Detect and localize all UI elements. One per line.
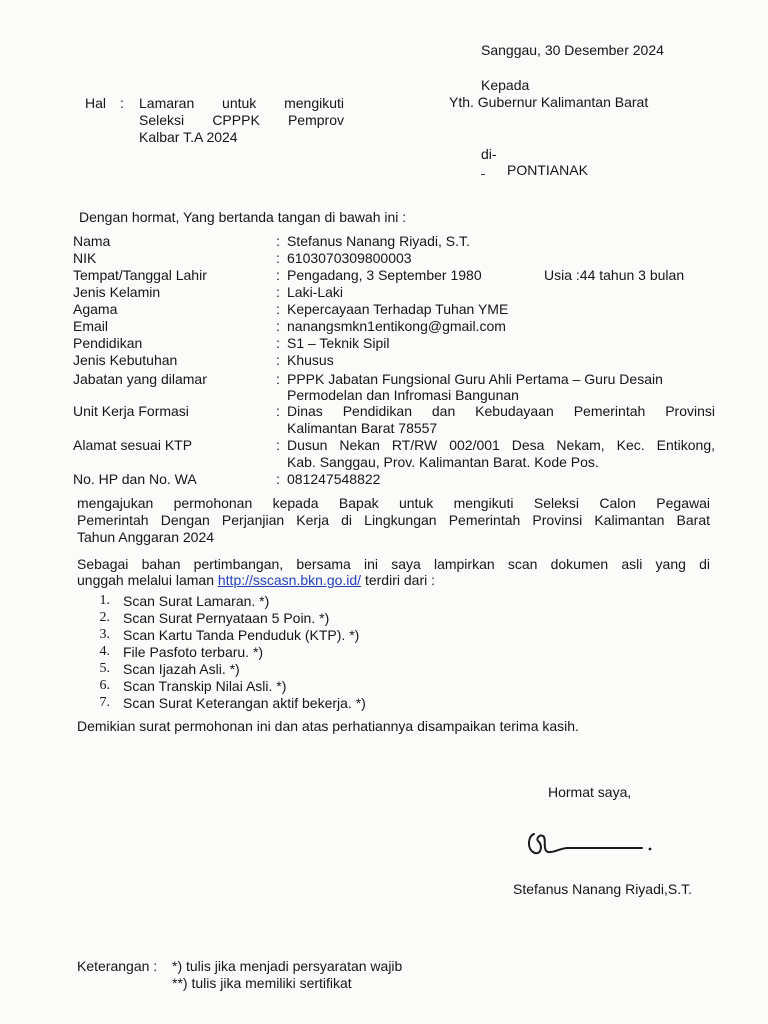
opening-line: Dengan hormat, Yang bertanda tangan di bawah ini :	[79, 209, 407, 225]
field-religion-label: Agama	[73, 301, 118, 317]
recipient-kepada: Kepada	[481, 77, 530, 93]
closing-line: Demikian surat permohonan ini dan atas perhatiannya disampaikan terima kasih.	[77, 718, 579, 734]
field-name-value: Stefanus Nanang Riyadi, S.T.	[287, 233, 470, 249]
field-colon: :	[276, 318, 280, 334]
subject-line-3: Kalbar T.A 2024	[139, 129, 238, 145]
field-colon: :	[276, 471, 280, 487]
field-unit-label: Unit Kerja Formasi	[73, 403, 189, 419]
list-item-number: 2.	[99, 610, 110, 625]
field-position-value-cont: Permodelan dan Infromasi Bangunan	[287, 387, 519, 403]
field-unit-value: Dinas Pendidikan dan Kebudayaan Pemerintah Provinsi	[287, 403, 715, 419]
field-nik-label: NIK	[73, 250, 97, 266]
list-item: Scan Surat Pernyataan 5 Poin. *)	[123, 610, 330, 626]
list-item-number: 5.	[99, 661, 110, 676]
recipient-line: Yth. Gubernur Kalimantan Barat	[449, 94, 649, 110]
field-position-value: PPPK Jabatan Fungsional Guru Ahli Pertama – Guru Desain	[287, 371, 663, 387]
subject-label: Hal	[85, 95, 107, 111]
list-item-number: 4.	[99, 644, 110, 659]
field-colon: :	[276, 233, 280, 249]
field-colon: :	[276, 267, 280, 283]
field-unit-value-cont: Kalimantan Barat 78557	[287, 420, 438, 436]
signature-name: Stefanus Nanang Riyadi,S.T.	[513, 881, 692, 897]
field-position-label: Jabatan yang dilamar	[73, 371, 207, 387]
body-para2-line2	[77, 572, 435, 588]
body-para2-text-end: terdiri dari :	[364, 572, 435, 588]
field-education-value: S1 – Teknik Sipil	[287, 335, 390, 351]
field-religion-value: Kepercayaan Terhadap Tuhan YME	[287, 301, 509, 317]
recipient-city: PONTIANAK	[507, 162, 588, 178]
field-colon: :	[276, 371, 280, 387]
field-gender-value: Laki-Laki	[287, 284, 344, 300]
body-para2-line1: Sebagai bahan pertimbangan, bersama ini saya lampirkan scan dokumen asli yang di	[77, 556, 710, 572]
subject-line-2: Seleksi CPPPK Pemprov	[139, 112, 344, 128]
body-para1-line3: Tahun Anggaran 2024	[77, 529, 215, 545]
recipient-di: di-	[481, 146, 497, 162]
field-birth-label: Tempat/Tanggal Lahir	[73, 267, 207, 283]
body-para1-line1: mengajukan permohonan kepada Bapak untuk mengikuti Seleksi Calon Pegawai	[77, 495, 710, 511]
list-item-number: 6.	[99, 678, 110, 693]
field-nik-value: 6103070309800003	[287, 250, 412, 266]
field-email-value: nanangsmkn1entikong@gmail.com	[287, 318, 506, 334]
field-education-label: Pendidikan	[73, 335, 143, 351]
field-phone-value: 081247548822	[287, 471, 381, 487]
list-item: Scan Transkip Nilai Asli. *)	[123, 678, 287, 694]
subject-colon: :	[120, 95, 124, 111]
field-needs-value: Khusus	[287, 352, 334, 368]
field-colon: :	[276, 437, 280, 453]
signature-mark	[524, 826, 658, 862]
list-item: Scan Ijazah Asli. *)	[123, 661, 240, 677]
field-name-label: Nama	[73, 233, 111, 249]
list-item-number: 7.	[99, 695, 110, 710]
subject-line-1: Lamaran untuk mengikuti	[139, 95, 344, 111]
field-address-label: Alamat sesuai KTP	[73, 437, 193, 453]
field-colon: :	[276, 352, 280, 368]
field-colon: :	[276, 403, 280, 419]
city-dash-mark	[481, 174, 485, 175]
field-age-value: Usia :44 tahun 3 bulan	[544, 267, 685, 283]
list-item: Scan Surat Lamaran. *)	[123, 593, 270, 609]
body-para1-line2: Pemerintah Dengan Perjanjian Kerja di Lingkungan Pemerintah Provinsi Kalimantan Barat	[77, 512, 710, 528]
notes-label: Keterangan :	[77, 958, 158, 974]
list-item-number: 1.	[99, 593, 110, 608]
field-email-label: Email	[73, 318, 109, 334]
field-birth-value: Pengadang, 3 September 1980	[287, 267, 482, 283]
field-address-value: Dusun Nekan RT/RW 002/001 Desa Nekam, Kec. Entikong,	[287, 437, 715, 453]
list-item: Scan Surat Keterangan aktif bekerja. *)	[123, 695, 366, 711]
signature-greeting: Hormat saya,	[548, 784, 632, 800]
letter-date: Sanggau, 30 Desember 2024	[481, 42, 664, 58]
field-gender-label: Jenis Kelamin	[73, 284, 161, 300]
list-item: Scan Kartu Tanda Penduduk (KTP). *)	[123, 627, 360, 643]
note-required: *) tulis jika menjadi persyaratan wajib	[172, 958, 403, 974]
field-colon: :	[276, 250, 280, 266]
field-colon: :	[276, 301, 280, 317]
note-certificate: **) tulis jika memiliki sertifikat	[172, 975, 352, 991]
field-colon: :	[276, 335, 280, 351]
field-colon: :	[276, 284, 280, 300]
sscasn-link[interactable]: http://sscasn.bkn.go.id/	[217, 572, 362, 588]
field-address-value-cont: Kab. Sanggau, Prov. Kalimantan Barat. Kode Pos.	[287, 454, 599, 470]
list-item-number: 3.	[99, 627, 110, 642]
body-para2-text: unggah melalui laman	[77, 572, 214, 588]
field-phone-label: No. HP dan No. WA	[73, 471, 197, 487]
list-item: File Pasfoto terbaru. *)	[123, 644, 264, 660]
field-needs-label: Jenis Kebutuhan	[73, 352, 178, 368]
